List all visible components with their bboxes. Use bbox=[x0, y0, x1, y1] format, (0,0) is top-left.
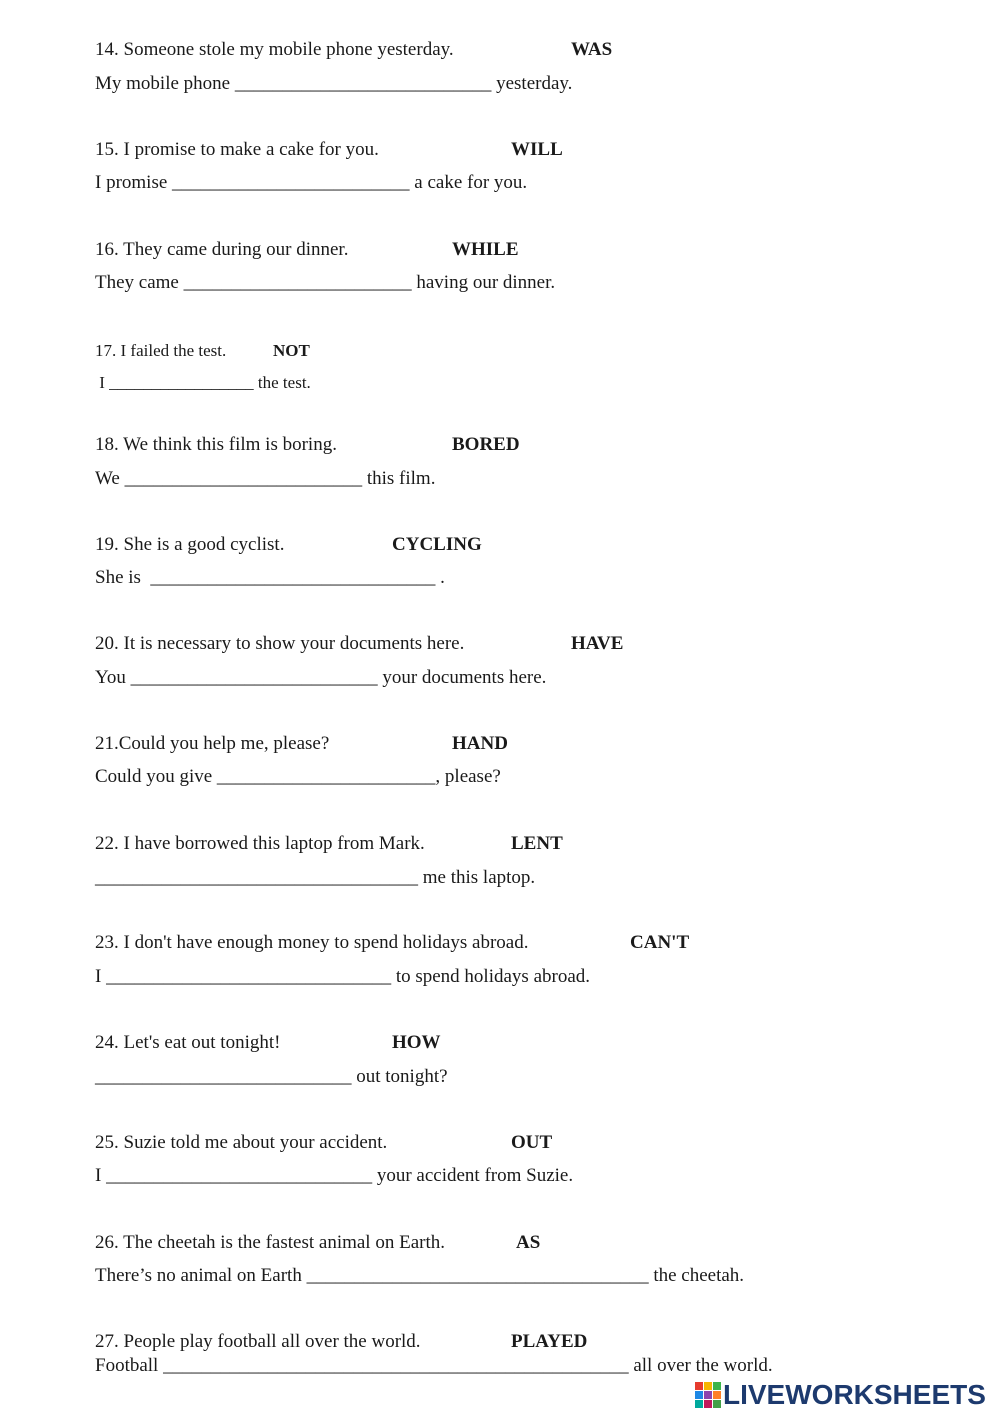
keyword-27: PLAYED bbox=[511, 1331, 588, 1352]
prompt-14: 14. Someone stole my mobile phone yesterday. bbox=[95, 39, 454, 60]
liveworksheets-logo[interactable] bbox=[695, 1378, 986, 1412]
keyword-21: HAND bbox=[452, 733, 508, 754]
brand-name: LIVEWORKSHEETS bbox=[723, 1379, 986, 1410]
keyword-23: CAN'T bbox=[630, 932, 690, 953]
answer-line-25[interactable]: I ____________________________ your accident from Suzie. bbox=[95, 1165, 574, 1186]
prompt-27: 27. People play football all over the world. bbox=[95, 1331, 421, 1352]
keyword-25: OUT bbox=[511, 1132, 553, 1153]
prompt-19: 19. She is a good cyclist. bbox=[95, 534, 285, 555]
prompt-26: 26. The cheetah is the fastest animal on Earth. bbox=[95, 1232, 445, 1253]
answer-line-26[interactable]: There’s no animal on Earth ____________________________________ the cheetah. bbox=[95, 1265, 745, 1286]
answer-line-27[interactable]: Football _________________________________________________ all over the world. bbox=[95, 1355, 773, 1376]
prompt-21: 21.Could you help me, please? bbox=[95, 733, 330, 754]
answer-line-24[interactable]: ___________________________ out tonight? bbox=[95, 1066, 448, 1087]
keyword-26: AS bbox=[516, 1232, 541, 1253]
logo-cell bbox=[713, 1400, 721, 1408]
logo-cell bbox=[695, 1400, 703, 1408]
prompt-16: 16. They came during our dinner. bbox=[95, 239, 349, 260]
answer-line-22[interactable]: __________________________________ me this laptop. bbox=[95, 867, 536, 888]
keyword-15: WILL bbox=[511, 139, 563, 160]
logo-cell bbox=[704, 1382, 712, 1390]
logo-cell bbox=[713, 1382, 721, 1390]
keyword-20: HAVE bbox=[571, 633, 624, 654]
logo-cell bbox=[713, 1391, 721, 1399]
prompt-18: 18. We think this film is boring. bbox=[95, 434, 337, 455]
prompt-23: 23. I don't have enough money to spend holidays abroad. bbox=[95, 932, 529, 953]
keyword-14: WAS bbox=[571, 39, 613, 60]
keyword-19: CYCLING bbox=[392, 534, 482, 555]
answer-line-14[interactable]: My mobile phone ___________________________ yesterday. bbox=[95, 73, 573, 94]
answer-line-19[interactable]: She is ______________________________ . bbox=[95, 567, 445, 588]
answer-line-23[interactable]: I ______________________________ to spend holidays abroad. bbox=[95, 966, 591, 987]
prompt-22: 22. I have borrowed this laptop from Mark. bbox=[95, 833, 425, 854]
answer-line-20[interactable]: You __________________________ your documents here. bbox=[95, 667, 547, 688]
logo-cell bbox=[695, 1391, 703, 1399]
logo-cell bbox=[704, 1391, 712, 1399]
answer-line-17[interactable]: I _________________ the test. bbox=[95, 373, 311, 392]
keyword-17: NOT bbox=[273, 341, 310, 360]
logo-cell bbox=[695, 1382, 703, 1390]
prompt-15: 15. I promise to make a cake for you. bbox=[95, 139, 379, 160]
prompt-17: 17. I failed the test. bbox=[95, 341, 227, 360]
logo-cell bbox=[704, 1400, 712, 1408]
answer-line-18[interactable]: We _________________________ this film. bbox=[95, 468, 436, 489]
prompt-20: 20. It is necessary to show your documents here. bbox=[95, 633, 465, 654]
keyword-24: HOW bbox=[392, 1032, 441, 1053]
prompt-25: 25. Suzie told me about your accident. bbox=[95, 1132, 388, 1153]
liveworksheets-grid-icon bbox=[695, 1382, 721, 1408]
answer-line-15[interactable]: I promise _________________________ a cake for you. bbox=[95, 172, 528, 193]
prompt-24: 24. Let's eat out tonight! bbox=[95, 1032, 281, 1053]
keyword-16: WHILE bbox=[452, 239, 519, 260]
keyword-18: BORED bbox=[452, 434, 520, 455]
answer-line-21[interactable]: Could you give _______________________, please? bbox=[95, 766, 501, 787]
keyword-22: LENT bbox=[511, 833, 563, 854]
answer-line-16[interactable]: They came ________________________ having our dinner. bbox=[95, 272, 556, 293]
